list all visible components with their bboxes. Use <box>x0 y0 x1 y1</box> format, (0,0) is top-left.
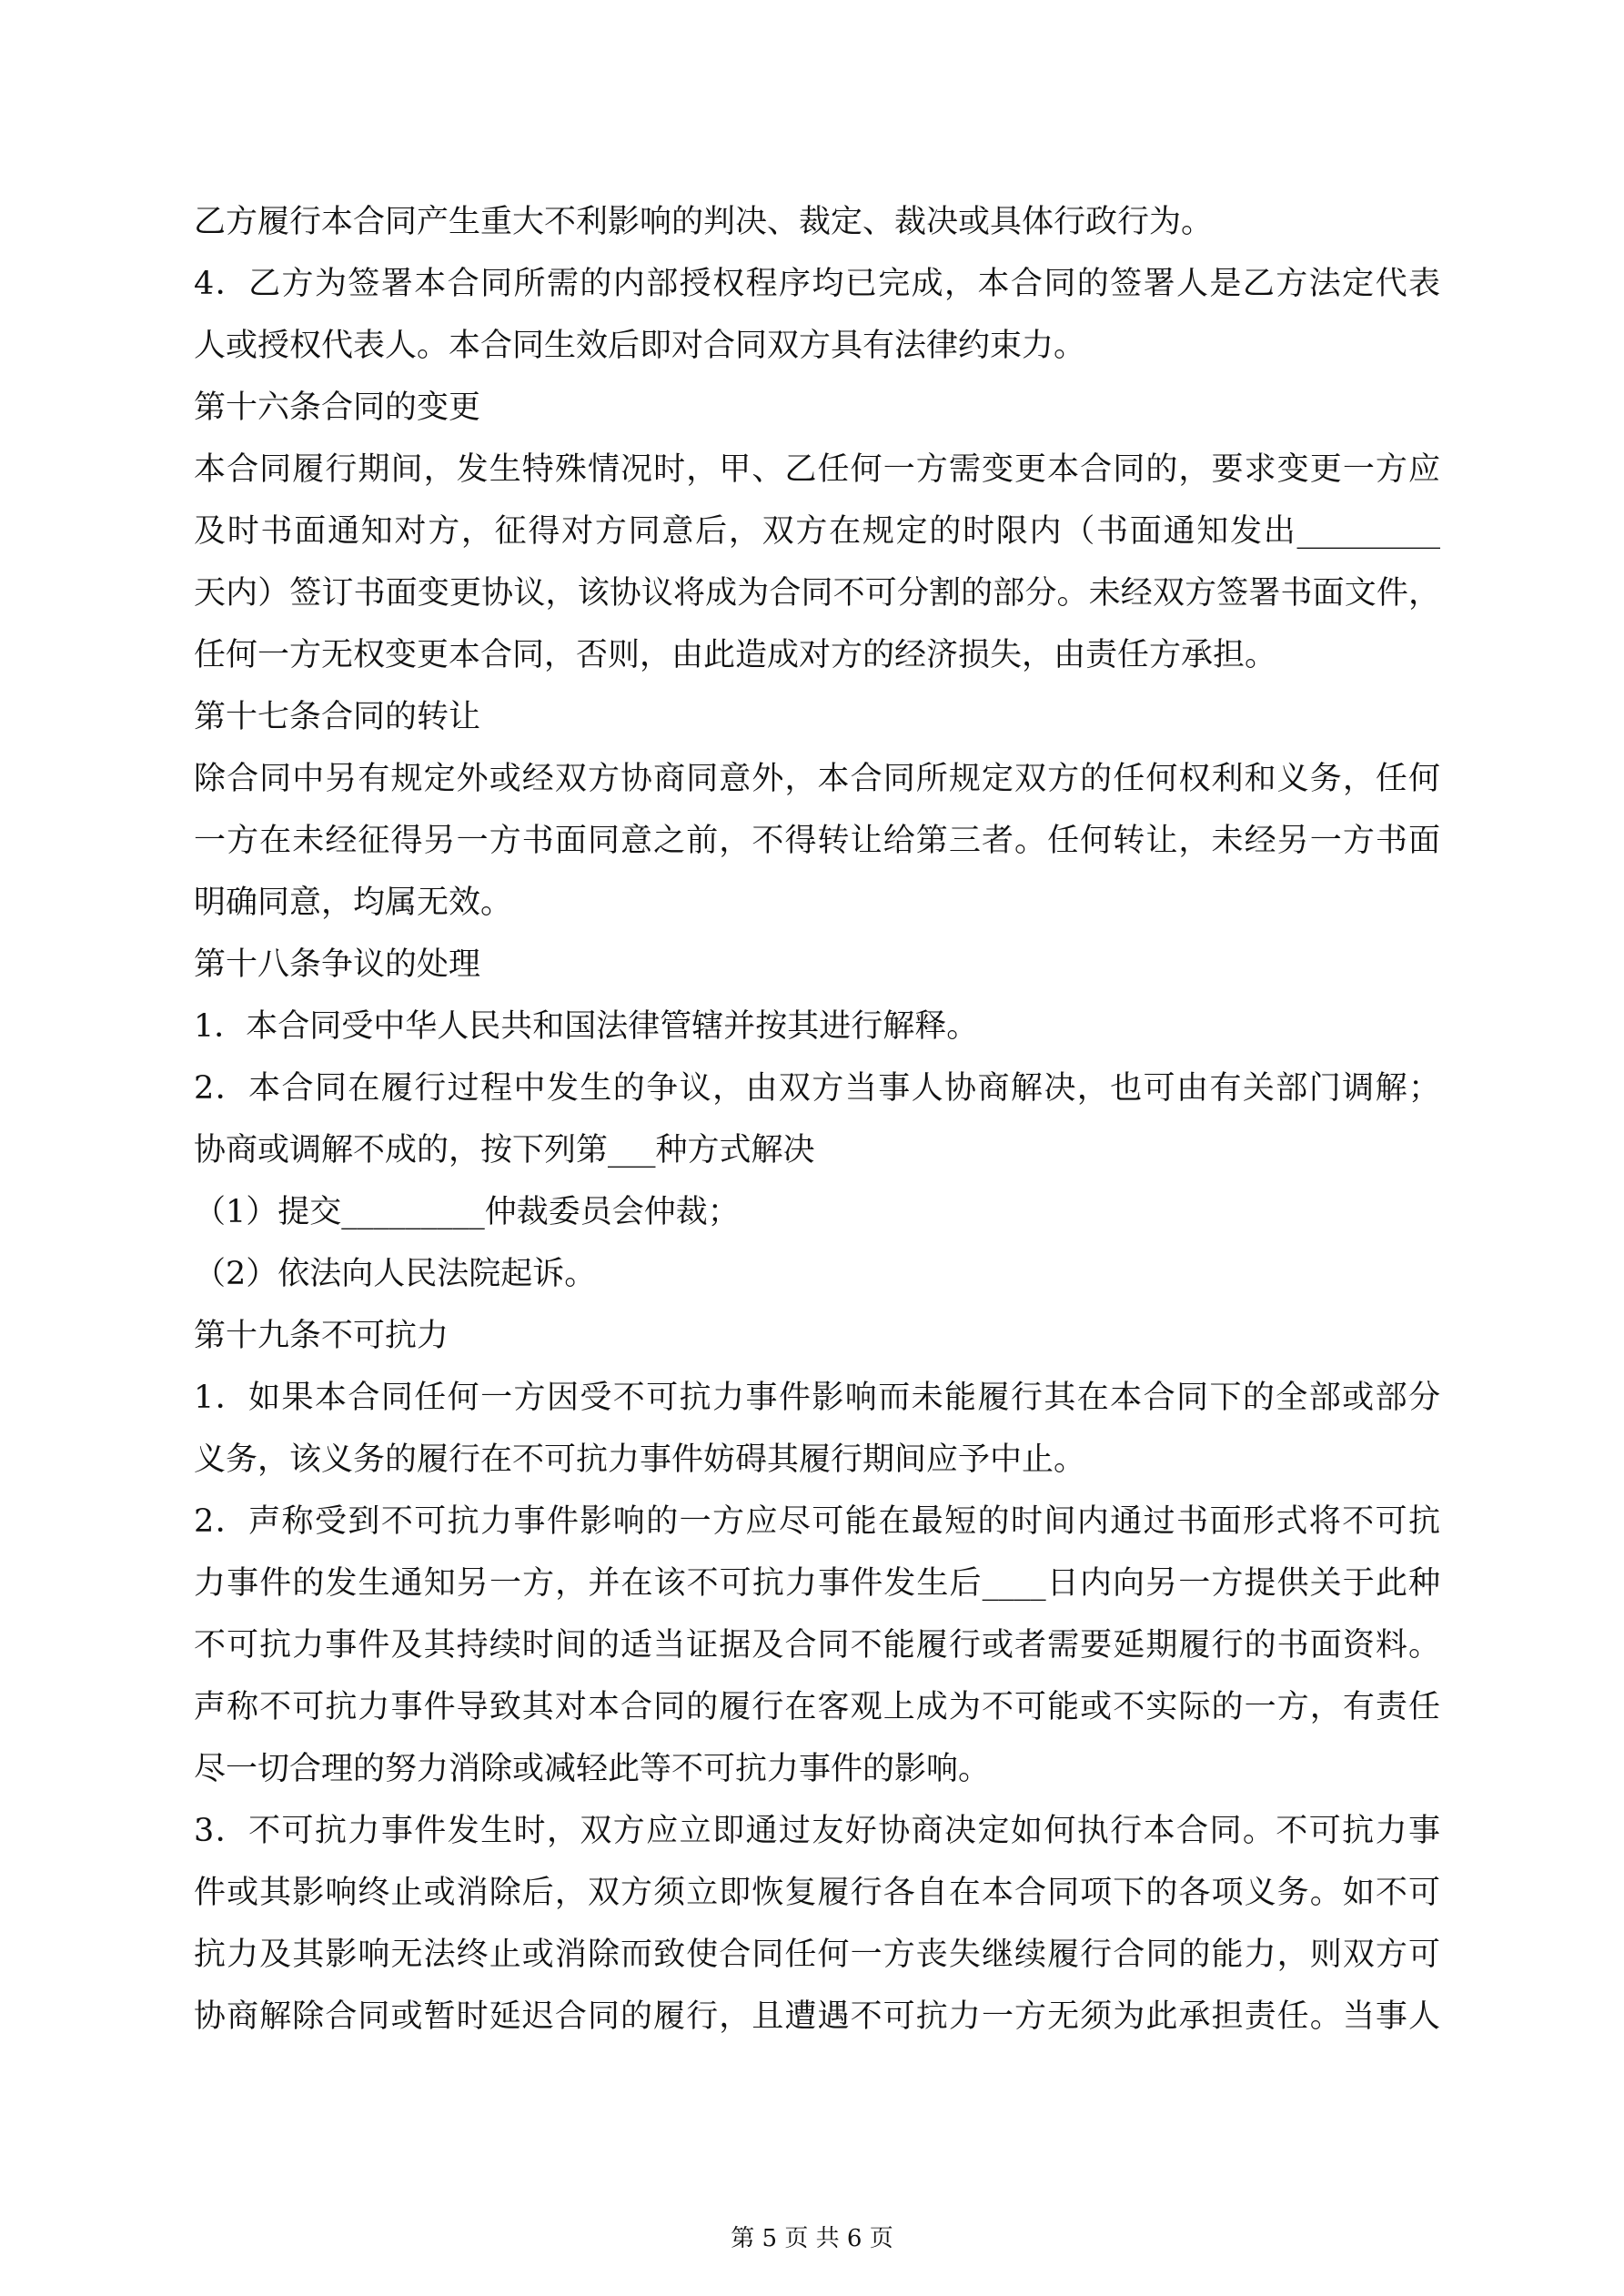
text-line: 不可抗力事件及其持续时间的适当证据及合同不能履行或者需要延期履行的书面资料。 <box>194 1627 1440 1664</box>
text-line: 3．不可抗力事件发生时，双方应立即通过友好协商决定如何执行本合同。不可抗力事 <box>194 1813 1440 1849</box>
text-line: 1．如果本合同任何一方因受不可抗力事件影响而未能履行其在本合同下的全部或部分 <box>194 1380 1440 1416</box>
text-line: 除合同中另有规定外或经双方协商同意外，本合同所规定双方的任何权利和义务，任何 <box>194 761 1440 797</box>
text-line: 义务，该义务的履行在不可抗力事件妨碍其履行期间应予中止。 <box>194 1441 1086 1478</box>
section-heading: 第十六条合同的变更 <box>194 389 481 426</box>
text-line: 协商或调解不成的，按下列第___种方式解决 <box>194 1132 815 1168</box>
section-heading: 第十八条争议的处理 <box>194 946 481 983</box>
text-line: 尽一切合理的努力消除或减轻此等不可抗力事件的影响。 <box>194 1751 991 1787</box>
text-line: 任何一方无权变更本合同，否则，由此造成对方的经济损失，由责任方承担。 <box>194 637 1277 673</box>
text-line: 力事件的发生通知另一方，并在该不可抗力事件发生后____日内向另一方提供关于此种 <box>194 1565 1440 1602</box>
text-line: 2．本合同在履行过程中发生的争议，由双方当事人协商解决，也可由有关部门调解； <box>194 1070 1440 1107</box>
text-line: 一方在未经征得另一方书面同意之前，不得转让给第三者。任何转让，未经另一方书面 <box>194 823 1440 859</box>
text-line: 本合同履行期间，发生特殊情况时，甲、乙任何一方需变更本合同的，要求变更一方应 <box>194 451 1440 488</box>
text-line: 抗力及其影响无法终止或消除而致使合同任何一方丧失继续履行合同的能力，则双方可 <box>194 1937 1440 1973</box>
document-body <box>194 191 1440 2048</box>
text-line: 乙方履行本合同产生重大不利影响的判决、裁定、裁决或具体行政行为。 <box>194 204 1214 240</box>
section-heading: 第十九条不可抗力 <box>194 1318 449 1354</box>
text-line: 4．乙方为签署本合同所需的内部授权程序均已完成，本合同的签署人是乙方法定代表 <box>194 266 1440 302</box>
text-line: 件或其影响终止或消除后，双方须立即恢复履行各自在本合同项下的各项义务。如不可 <box>194 1875 1440 1911</box>
text-line: （2）依法向人民法院起诉。 <box>194 1256 597 1292</box>
text-line: （1）提交_________仲裁委员会仲裁； <box>194 1194 740 1230</box>
text-line: 人或授权代表人。本合同生效后即对合同双方具有法律约束力。 <box>194 328 1086 364</box>
text-line: 天内）签订书面变更协议，该协议将成为合同不可分割的部分。未经双方签署书面文件， <box>194 575 1440 612</box>
text-line: 协商解除合同或暂时延迟合同的履行，且遭遇不可抗力一方无须为此承担责任。当事人 <box>194 1998 1440 2035</box>
text-line: 2．声称受到不可抗力事件影响的一方应尽可能在最短的时间内通过书面形式将不可抗 <box>194 1503 1440 1540</box>
text-line: 及时书面通知对方，征得对方同意后，双方在规定的时限内（书面通知发出_________ <box>194 513 1440 550</box>
text-line: 明确同意，均属无效。 <box>194 885 513 921</box>
text-line: 1．本合同受中华人民共和国法律管辖并按其进行解释。 <box>194 1008 979 1045</box>
section-heading: 第十七条合同的转让 <box>194 699 481 735</box>
page-number-footer: 第 5 页 共 6 页 <box>731 2225 893 2252</box>
text-line: 声称不可抗力事件导致其对本合同的履行在客观上成为不可能或不实际的一方，有责任 <box>194 1689 1440 1725</box>
